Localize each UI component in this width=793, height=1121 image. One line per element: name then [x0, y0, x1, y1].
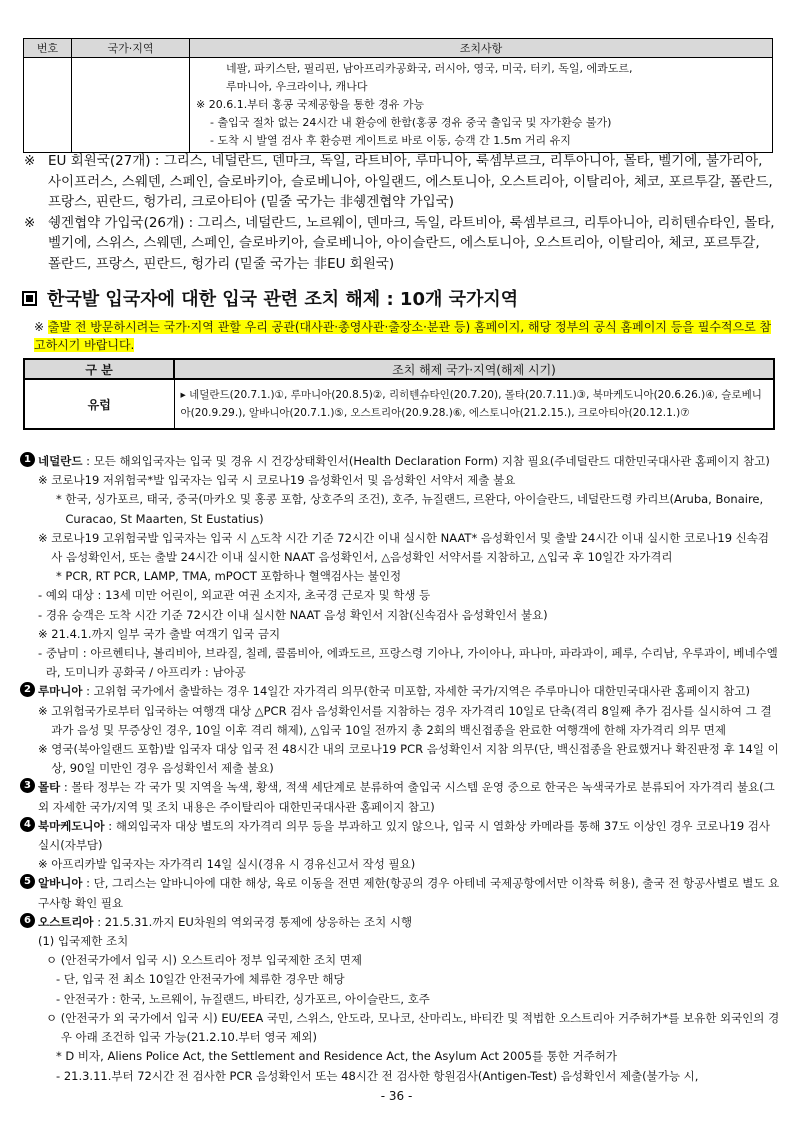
detail-text: D 비자, Aliens Police Act, the Settlement and Residence Act, the Asylum Act 2005를 통한 거주허가 — [65, 1049, 618, 1064]
detail-text: 고위험국가로부터 입국하는 여행객 대상 △PCR 검사 음성확인서를 지참하는 경우 자가격리 10일로 단축(격리 8일째 추가 검사를 실시하여 그 결과가 음성 및 무증상인 경우, 10일 이후 격리 해제), △입국 10일 전까지 총 2회의 백신접종을 완료한 여행객에 한해 자가격리 의무 면제 — [51, 703, 772, 737]
country-text: : 몰타 정부는 각 국가 및 지역을 녹색, 황색, 적색 세단계로 분류하여 출입국 시스템 운영 중으로 한국은 녹색국가로 분류되어 자가격리 불요(그 외 자세한 국가/지역 및 조치 내용은 주이탈리아 대한민국대사관 홈페이지 참고) — [38, 780, 775, 814]
bullet-mark: ※ — [38, 473, 52, 488]
warning-text: 출발 전 방문하시려는 국가·지역 관할 우리 공관(대사관·총영사관·출장소·분관 등) 홈페이지, 해당 정부의 공식 홈페이지 등을 필수적으로 참고하시기 바랍니다. — [34, 320, 772, 352]
detail-line — [20, 951, 780, 970]
detail-line — [20, 567, 780, 586]
country-item — [20, 913, 780, 932]
detail-line — [20, 625, 780, 644]
measure-line: ※ 20.6.1.부터 홍콩 국제공항을 통한 경유 가능 — [196, 98, 425, 111]
detail-text: 예외 대상 : 13세 미만 어린이, 외교관 여권 소지자, 초국경 근로자 및 학생 등 — [45, 588, 431, 603]
country-text: : 해외입국자 대상 별도의 자가격리 의무 등을 부과하고 있지 않으나, 입국 시 열화상 카메라를 통해 37도 이상인 경우 코로나19 검사 실시(자부담) — [38, 818, 771, 853]
detail-line — [20, 1067, 780, 1086]
col-header-category: 구 분 — [24, 359, 174, 379]
circled-number-icon: 3 — [20, 778, 35, 793]
circled-number-icon: 5 — [20, 874, 35, 889]
country-item — [20, 452, 780, 471]
measure-line: - 도착 시 발열 검사 후 환승편 게이트로 바로 이동, 승객 간 1.5m 거리 유지 — [210, 134, 571, 147]
country-name: 북마케도니아 — [38, 818, 105, 833]
warning-notice: ※ 출발 전 방문하시려는 국가·지역 관할 우리 공관(대사관·총영사관·출장소·분관 등) 홈페이지, 해당 정부의 공식 홈페이지 등을 필수적으로 참고하시기 바랍니다. — [34, 320, 772, 352]
col-header-number: 번호 — [24, 39, 72, 58]
page-number: - 36 - — [380, 1089, 413, 1103]
cell-number — [24, 58, 72, 153]
country-name: 알바니아 — [38, 876, 83, 891]
detail-text: 단, 입국 전 최소 10일간 안전국가에 체류한 경우만 해당 — [63, 972, 345, 987]
bullet-mark: - — [56, 1068, 64, 1083]
bullet-mark: * — [56, 569, 66, 584]
bullet-mark: - — [56, 991, 64, 1006]
bullet-mark: ※ — [38, 857, 52, 872]
detail-line — [20, 702, 780, 740]
lifted-measures-table — [23, 358, 775, 430]
country-text: : 21.5.31.까지 EU차원의 역외국경 통제에 상응하는 조치 시행 — [93, 914, 413, 929]
bullet-mark: ※ — [38, 742, 52, 757]
square-bullet-icon — [22, 291, 37, 306]
col-header-measures: 조치사항 — [190, 39, 773, 58]
country-item — [20, 778, 780, 816]
country-name: 오스트리아 — [38, 914, 94, 929]
bullet-mark: - — [56, 972, 64, 987]
col-header-lifted: 조치 해제 국가·지역(해제 시기) — [174, 359, 774, 379]
country-item — [20, 874, 780, 912]
detail-text: 경유 승객은 도착 시간 기준 72시간 이내 실시한 NAAT 음성 확인서 지참(신속검사 음성확인서 불요) — [45, 607, 548, 622]
region-cell: 유럽 — [24, 379, 174, 429]
note-eu-members: ※ EU 회원국(27개) : 그리스, 네덜란드, 덴마크, 독일, 라트비아, 루마니아, 룩셈부르크, 리투아니아, 몰타, 벨기에, 불가리아, 사이프러스, 스웨덴, 스페인, 슬로바키아, 슬로베니아, 아일랜드, 에스토니아, 오스트리아, 이탈리아, 체코, 포르투갈, 폴란드, 프랑스, 핀란드, 헝가리, 크로아티아 (밑줄 국가는 非쉥겐협약 가입국) — [24, 151, 776, 213]
country-name: 몰타 — [38, 780, 61, 795]
detail-line — [20, 471, 780, 490]
measure-line: 루마니아, 우크라이나, 캐나다 — [226, 80, 368, 93]
detail-text: 중남미 : 아르헨티나, 볼리비아, 브라질, 칠레, 콜롬비아, 에콰도르, 프랑스령 기아나, 가이아나, 파나마, 파라과이, 페루, 수리남, 우루과이, 베네수엘라, 도미니카 공화국 / 아프리카 : 남아공 — [45, 646, 778, 680]
cell-country — [72, 58, 190, 153]
note-text: 쉥겐협약 가입국(26개) : 그리스, 네덜란드, 노르웨이, 덴마크, 독일, 라트비아, 룩셈부르크, 리투아니아, 리히텐슈타인, 몰타, 벨기에, 스위스, 스웨덴, 스페인, 슬로바키아, 슬로베니아, 아이슬란드, 에스토니아, 오스트리아, 이탈리아, 체코, 포르투갈, 폴란드, 프랑스, 핀란드, 헝가리 (밑줄 국가는 非EU 회원국) — [48, 214, 775, 272]
bullet-mark: ※ — [38, 626, 52, 641]
detail-text: 21.3.11.부터 72시간 전 검사한 PCR 음성확인서 또는 48시간 전 검사한 항원검사(Antigen-Test) 음성확인서 제출(불가능 시, — [63, 1068, 699, 1083]
bullet-mark: - — [38, 607, 46, 622]
country-item — [20, 682, 780, 701]
bullet-mark: ※ — [38, 703, 52, 718]
country-name: 네덜란드 — [38, 454, 83, 468]
detail-text: 코로나19 고위험국발 입국자는 입국 시 △도착 시간 기준 72시간 이내 실시한 NAAT* 음성확인서 및 출발 24시간 이내 실시한 코로나19 신속검사 음성확인서, 또는 출발 24시간 이내 실시한 NAAT 음성확인서, △음성확인 서약서를 지참하고, △입국 후 10일간 자가격리 — [51, 530, 770, 565]
country-item — [20, 817, 780, 855]
lifted-countries-cell: ▸ 네덜란드(20.7.1.)①, 루마니아(20.8.5)②, 리히텐슈타인(20.7.20), 몰타(20.7.11.)③, 북마케도니아(20.6.26.)④, 슬로베니아(20.9.29.), 알바니아(20.7.1.)⑤, 오스트리아(20.9.28.)⑥, 에스토니아(21.2.15.), 크로아티아(20.12.1.)⑦ — [174, 379, 774, 429]
eu-schengen-notes — [24, 151, 776, 274]
bullet-mark: ㅇ — [46, 1010, 61, 1025]
detail-line — [20, 990, 780, 1009]
detail-text: PCR, RT PCR, LAMP, TMA, mPOCT 포함하나 혈액검사는 불인정 — [65, 569, 402, 584]
detail-line — [20, 740, 780, 778]
section-heading — [22, 285, 518, 311]
detail-text: (안전국가 외 국가에서 입국 시) EU/EEA 국민, 스위스, 안도라, 모나코, 산마리노, 바티칸 및 적법한 오스트리아 거주허가*를 보유한 외국인의 경우 아래 조건하 입국 가능(21.2.10.부터 영국 제외) — [60, 1010, 780, 1045]
country-details — [20, 452, 780, 1086]
detail-line — [20, 1009, 780, 1047]
bullet-mark: ㅇ — [46, 953, 61, 968]
detail-text: 영국(북아일랜드 포함)발 입국자 대상 입국 전 48시간 내의 코로나19 PCR 음성확인서 지참 의무(단, 백신접종을 완료했거나 확진판정 후 14일 이상, 90일 미만인 경우 음성확인서 제출 불요) — [51, 742, 779, 776]
detail-text: 한국, 싱가포르, 태국, 중국(마카오 및 홍콩 포함, 상호주의 조건), 호주, 뉴질랜드, 르완다, 아이슬란드, 네덜란드령 카리브(Aruba, Bonaire, Curacao, St Maarten, St Eustatius) — [65, 492, 764, 526]
detail-text: 코로나19 저위험국*발 입국자는 입국 시 코로나19 음성확인서 및 음성확인 서약서 제출 불요 — [51, 473, 516, 488]
circled-number-icon: 6 — [20, 913, 35, 928]
detail-line — [20, 970, 780, 989]
country-text: : 모든 해외입국자는 입국 및 경유 시 건강상태확인서(Health Declaration Form) 지참 필요(주네덜란드 대한민국대사관 홈페이지 참고) — [82, 454, 770, 468]
detail-line — [20, 606, 780, 625]
detail-text: 21.4.1.까지 일부 국가 출발 여객기 입국 금지 — [51, 626, 281, 641]
section-title: 한국발 입국자에 대한 입국 관련 조치 해제 : 10개 국가지역 — [47, 289, 519, 310]
bullet-mark: (1) — [38, 934, 58, 949]
detail-line — [20, 855, 780, 874]
col-header-country: 국가·지역 — [72, 39, 190, 58]
detail-line — [20, 529, 780, 567]
bullet-mark: * — [56, 1049, 66, 1064]
detail-line — [20, 490, 780, 528]
detail-line — [20, 644, 780, 682]
bullet-mark: * — [56, 492, 66, 507]
bullet-mark: - — [38, 588, 46, 603]
detail-line — [20, 1047, 780, 1066]
detail-text: 아프리카발 입국자는 자가격리 14일 실시(경유 시 경유신고서 작성 필요) — [51, 857, 416, 872]
measure-line: 네팔, 파키스탄, 필리핀, 남아프리카공화국, 러시아, 영국, 미국, 터키, 독일, 에콰도르, — [226, 62, 633, 75]
cell-measures — [190, 58, 773, 153]
note-text: EU 회원국(27개) : 그리스, 네덜란드, 덴마크, 독일, 라트비아, 루마니아, 룩셈부르크, 리투아니아, 몰타, 벨기에, 불가리아, 사이프러스, 스웨덴, 스페인, 슬로바키아, 슬로베니아, 아일랜드, 에스토니아, 오스트리아, 이탈리아, 체코, 포르투갈, 폴란드, 프랑스, 핀란드, 헝가리, 크로아티아 (밑줄 국가는 非쉥겐협약 가입국) — [48, 153, 773, 210]
bullet-mark: - — [38, 646, 46, 661]
circled-number-icon: 2 — [20, 682, 35, 697]
circled-number-icon: 1 — [20, 452, 35, 467]
detail-line — [20, 586, 780, 605]
detail-text: 안전국가 : 한국, 노르웨이, 뉴질랜드, 바티칸, 싱가포르, 아이슬란드, 호주 — [63, 991, 430, 1006]
country-name: 루마니아 — [38, 684, 83, 699]
circled-number-icon: 4 — [20, 817, 35, 832]
country-text: : 단, 그리스는 알바니아에 대한 해상, 육로 이동을 전면 제한(항공의 경우 아테네 국제공항에서만 이착륙 허용), 출국 전 항공사별로 별도 요구사항 확인 필요 — [38, 876, 780, 910]
detail-line — [20, 932, 780, 951]
detail-text: (안전국가에서 입국 시) 오스트리아 정부 입국제한 조치 면제 — [60, 953, 362, 968]
bullet-mark: ※ — [38, 530, 52, 545]
measures-table — [23, 38, 773, 153]
note-schengen-members: ※ 쉥겐협약 가입국(26개) : 그리스, 네덜란드, 노르웨이, 덴마크, 독일, 라트비아, 룩셈부르크, 리투아니아, 리히텐슈타인, 몰타, 벨기에, 스위스, 스웨덴, 스페인, 슬로바키아, 슬로베니아, 아이슬란드, 에스토니아, 오스트리아, 이탈리아, 체코, 포르투갈, 폴란드, 프랑스, 핀란드, 헝가리 (밑줄 국가는 非EU 회원국) — [24, 213, 776, 275]
detail-text: 입국제한 조치 — [57, 934, 129, 949]
measure-line: - 출입국 절차 없는 24시간 내 환승에 한함(홍콩 경유 중국 출입국 및 자가환승 불가) — [210, 116, 612, 129]
country-text: : 고위험 국가에서 출발하는 경우 14일간 자가격리 의무(한국 미포함, 자세한 국가/지역은 주루마니아 대한민국대사관 홈페이지 참고) — [82, 684, 750, 699]
